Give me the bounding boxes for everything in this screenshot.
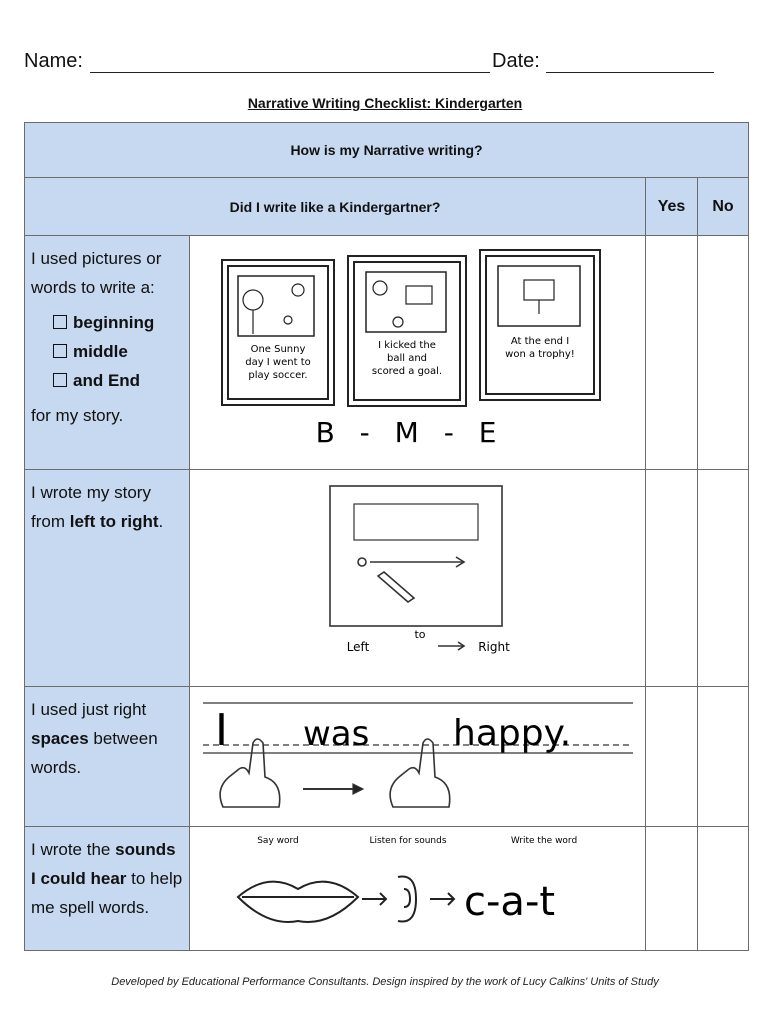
step-label: Say word <box>256 836 299 846</box>
yes-column-header: Yes <box>646 178 698 236</box>
yes-checkbox-cell[interactable] <box>646 827 698 951</box>
criterion-text: for my story. <box>31 406 124 425</box>
checkbox-icon[interactable] <box>53 344 67 358</box>
criterion-left-to-right <box>25 470 190 687</box>
criterion-text: I wrote the <box>31 840 116 859</box>
criterion-text: to help me spell words. <box>31 869 183 917</box>
table-row <box>25 827 749 951</box>
panel-1-caption: day I went to <box>244 357 311 368</box>
date-field[interactable] <box>546 50 714 73</box>
panel-2-caption: ball and <box>386 353 427 364</box>
criterion-bme <box>25 236 190 470</box>
mouth-icon <box>238 882 358 922</box>
no-checkbox-cell[interactable] <box>698 827 749 951</box>
bme-label: B - M - E <box>315 416 504 449</box>
sounds-illustration <box>190 827 646 951</box>
criterion-text: . <box>158 512 164 531</box>
sentence-word: I <box>214 705 228 756</box>
story-panels-illustration <box>190 236 646 470</box>
left-to-right-image <box>198 476 638 676</box>
checkbox-label: beginning <box>73 313 155 332</box>
panel-3-caption: won a trophy! <box>504 349 575 360</box>
checkbox-list <box>53 308 183 395</box>
checkbox-item-middle[interactable] <box>53 337 183 366</box>
panel-2-caption: scored a goal. <box>371 366 442 377</box>
date-label: Date: <box>492 50 540 72</box>
checkbox-icon[interactable] <box>53 315 67 329</box>
table-row <box>25 470 749 687</box>
panel-2-caption: I kicked the <box>377 340 436 351</box>
checkbox-icon[interactable] <box>53 373 67 387</box>
criterion-emphasis: spaces <box>31 729 89 748</box>
checklist-table <box>24 122 749 951</box>
criterion-text: words to write a: <box>31 278 155 297</box>
name-date-line <box>24 50 724 78</box>
table-row <box>25 236 749 470</box>
right-label: Right <box>477 639 510 654</box>
left-label: Left <box>346 639 369 654</box>
table-question: Did I write like a Kindergartner? <box>25 178 646 236</box>
name-label: Name: <box>24 50 83 72</box>
criterion-text: I wrote my story from <box>31 483 151 531</box>
checkbox-item-end[interactable] <box>53 366 183 395</box>
spelled-word: c-a-t <box>463 879 555 925</box>
no-column-header: No <box>698 178 749 236</box>
sounds-image <box>198 827 638 945</box>
name-field[interactable] <box>90 50 490 73</box>
criterion-spaces <box>25 687 190 827</box>
yes-checkbox-cell[interactable] <box>646 236 698 470</box>
criterion-text: I used pictures or <box>31 249 162 268</box>
panel-1-caption: One Sunny <box>250 344 305 355</box>
no-checkbox-cell[interactable] <box>698 687 749 827</box>
sentence-word: was <box>302 714 369 754</box>
criterion-emphasis: sounds I could hear <box>31 840 176 888</box>
yes-checkbox-cell[interactable] <box>646 470 698 687</box>
no-checkbox-cell[interactable] <box>698 236 749 470</box>
criterion-text: I used just right <box>31 700 147 719</box>
yes-checkbox-cell[interactable] <box>646 687 698 827</box>
criterion-sounds <box>25 827 190 951</box>
checkbox-label: middle <box>73 342 128 361</box>
checkbox-label: and End <box>73 371 141 390</box>
page-title: Narrative Writing Checklist: Kindergarten <box>247 95 523 111</box>
spacing-illustration <box>190 687 646 827</box>
table-heading: How is my Narrative writing? <box>25 123 749 178</box>
story-panels-image <box>198 240 638 460</box>
left-to-right-illustration <box>190 470 646 687</box>
sentence-word: happy. <box>452 713 571 754</box>
step-label: Write the word <box>510 836 577 846</box>
criterion-emphasis: left to right <box>69 512 159 531</box>
panel-3-caption: At the end I <box>510 336 569 347</box>
ear-icon <box>398 876 416 921</box>
to-label: to <box>413 627 426 641</box>
criterion-text: between words. <box>31 729 158 777</box>
table-row <box>25 687 749 827</box>
panel-1-caption: play soccer. <box>247 370 308 381</box>
no-checkbox-cell[interactable] <box>698 470 749 687</box>
spacing-image <box>193 689 643 819</box>
step-label: Listen for sounds <box>368 836 447 846</box>
checkbox-item-beginning[interactable] <box>53 308 183 337</box>
footer-credit: Developed by Educational Performance Consultants. Design inspired by the work of Lucy Calkins' Units of Study <box>111 976 659 988</box>
